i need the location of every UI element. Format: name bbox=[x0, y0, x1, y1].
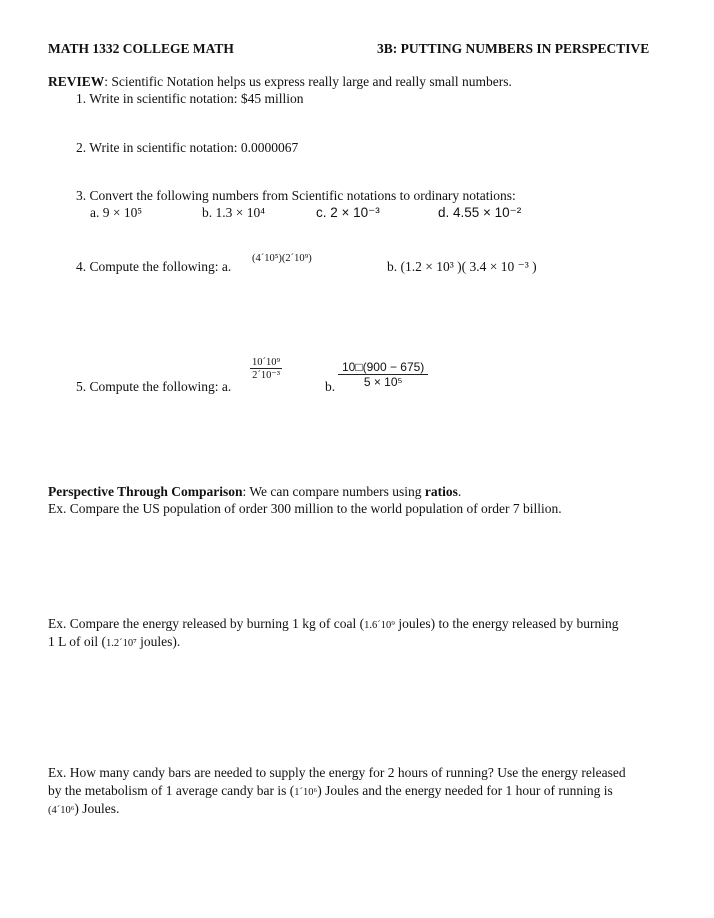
example-3-line-1: Ex. How many candy bars are needed to supply the energy for 2 hours of running? Use the energy released bbox=[48, 765, 626, 780]
question-5a-denominator: 2´10⁻³ bbox=[252, 370, 281, 381]
question-3a: a. 9 × 10⁵ bbox=[90, 205, 143, 220]
question-1: 1. Write in scientific notation: $45 million bbox=[76, 91, 304, 106]
example-2-text-c: 1 L of oil ( bbox=[48, 634, 106, 649]
coal-energy-value: 1.6´10⁹ bbox=[364, 620, 395, 631]
question-3b: b. 1.3 × 10⁴ bbox=[202, 205, 265, 220]
question-3d: d. 4.55 × 10⁻² bbox=[438, 205, 522, 220]
question-5b-fraction bbox=[338, 360, 428, 389]
example-3-text-c: ) Joules and the energy needed for 1 hour of running is bbox=[317, 783, 613, 798]
ratios-term: ratios bbox=[424, 484, 458, 499]
candy-bar-energy-value: 1´10⁶ bbox=[294, 787, 318, 798]
perspective-intro-b: . bbox=[457, 484, 462, 499]
question-5: 5. Compute the following: a. bbox=[76, 379, 232, 394]
question-4a-expression: (4´10⁵)(2´10⁹) bbox=[252, 253, 312, 264]
example-3-text-b: by the metabolism of 1 average candy bar is ( bbox=[48, 783, 295, 798]
question-4: 4. Compute the following: a. bbox=[76, 259, 232, 274]
question-3: 3. Convert the following numbers from Scientific notations to ordinary notations: bbox=[76, 188, 516, 203]
example-2-text-d: joules). bbox=[136, 634, 181, 649]
course-title: MATH 1332 COLLEGE MATH bbox=[48, 41, 234, 56]
perspective-title: Perspective Through Comparison bbox=[48, 484, 243, 499]
example-2-line-2 bbox=[48, 634, 180, 650]
oil-energy-value: 1.2´10⁷ bbox=[106, 638, 137, 649]
running-energy-value: (4´10⁶ bbox=[48, 805, 75, 816]
question-5b-denominator: 5 × 10⁵ bbox=[363, 375, 403, 389]
section-title: 3B: PUTTING NUMBERS IN PERSPECTIVE bbox=[377, 41, 650, 56]
review-label: REVIEW bbox=[48, 74, 105, 89]
example-2-text-a: Ex. Compare the energy released by burning 1 kg of coal ( bbox=[48, 616, 365, 631]
review-text: : Scientific Notation helps us express really large and really small numbers. bbox=[104, 74, 512, 89]
question-5a-fraction bbox=[250, 357, 282, 381]
question-5b-numerator: 10□(900 − 675) bbox=[338, 360, 428, 375]
example-1: Ex. Compare the US population of order 300 million to the world population of order 7 billion. bbox=[48, 501, 562, 516]
question-3c: c. 2 × 10⁻³ bbox=[316, 205, 380, 220]
perspective-intro-a: : We can compare numbers using bbox=[242, 484, 425, 499]
perspective-heading bbox=[48, 484, 461, 500]
example-3-line-2 bbox=[48, 783, 613, 799]
question-2: 2. Write in scientific notation: 0.0000067 bbox=[76, 140, 299, 155]
example-3-line-3 bbox=[48, 801, 119, 817]
review-intro bbox=[48, 74, 512, 90]
example-2-line-1 bbox=[48, 616, 619, 632]
question-5b-label: b. bbox=[325, 379, 336, 394]
example-2-text-b: joules) to the energy released by burning bbox=[394, 616, 619, 631]
question-5a-numerator: 10´10⁹ bbox=[252, 357, 281, 368]
question-4b: b. (1.2 × 10³ )( 3.4 × 10 ⁻³ ) bbox=[387, 259, 537, 274]
example-3-text-d: ) Joules. bbox=[74, 801, 120, 816]
